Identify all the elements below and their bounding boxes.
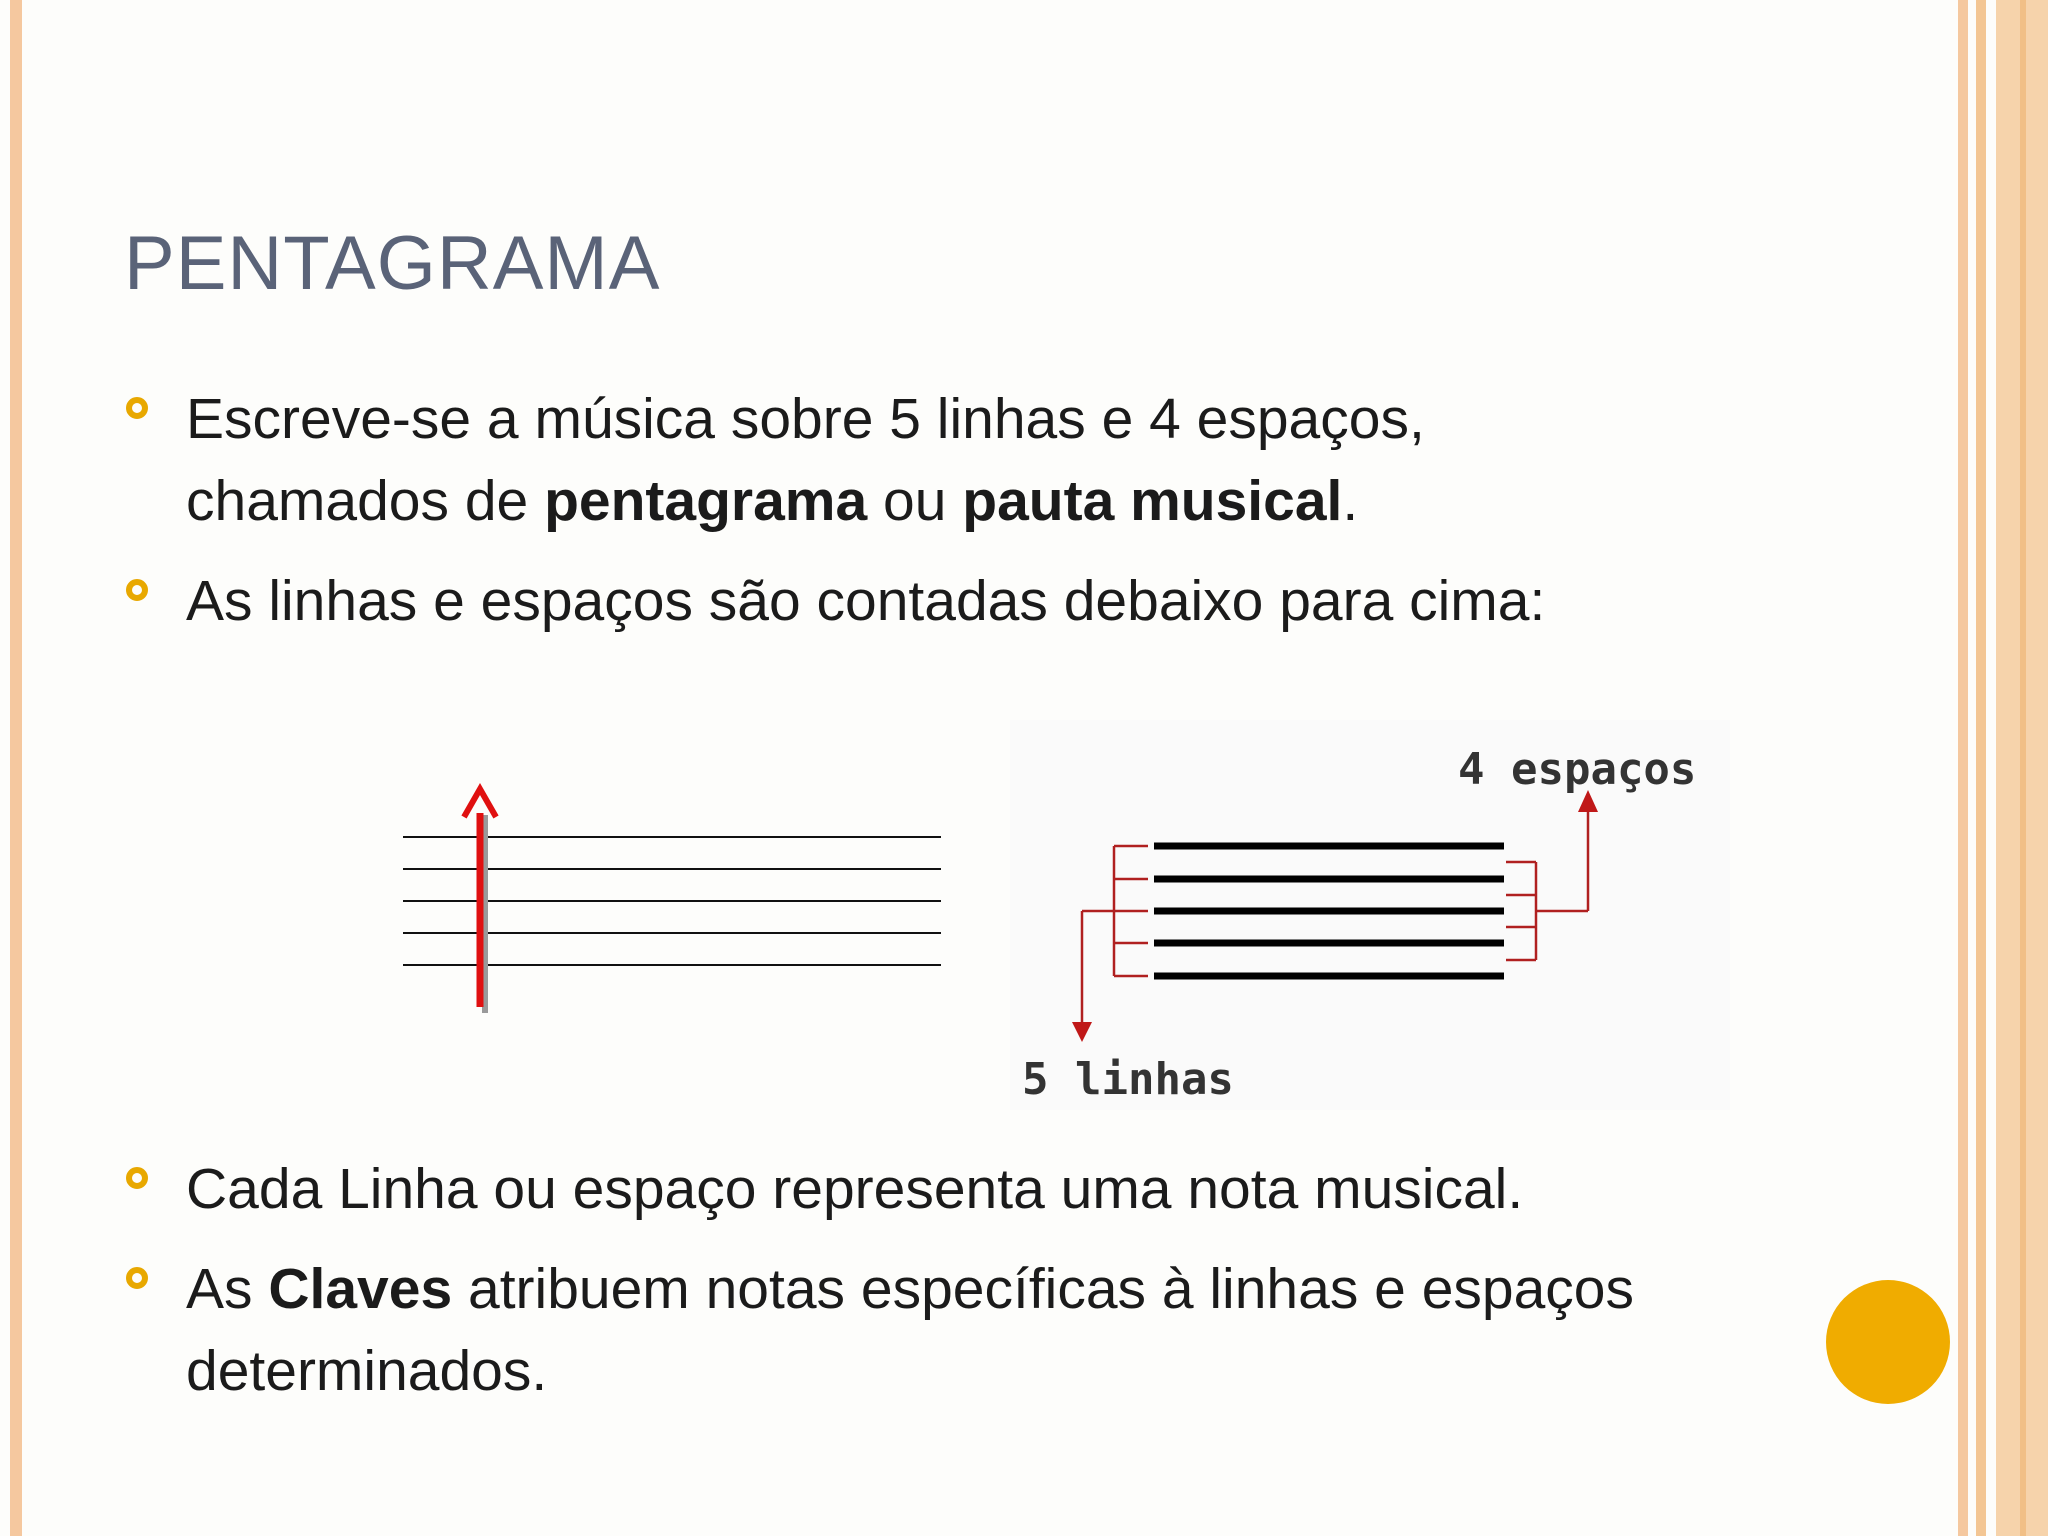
bullet-text: As linhas e espaços são contadas debaixo para cima: [186,569,1546,633]
right-decorative-stripe [1958,0,1968,1536]
bullet-list-top [124,378,1764,660]
bullet-text: Cada Linha ou espaço representa uma nota musical. [186,1157,1524,1221]
right-decorative-stripe [2020,0,2026,1536]
bullet-ring-icon [126,579,148,601]
bullet-item [124,378,1764,542]
bullet-list-bottom [124,1148,1764,1430]
bullet-text-line: As Claves atribuem notas específicas à linhas e espaços [186,1257,1635,1321]
label-4-espacos: 4 espaços [1458,744,1697,795]
left-decorative-stripe [10,0,22,1536]
term-pentagrama: pentagrama [544,469,868,533]
bullet-item [124,1148,1764,1230]
bullet-ring-icon [126,1167,148,1189]
label-5-linhas: 5 linhas [1022,1054,1234,1105]
term-pauta-musical: pauta musical [962,469,1343,533]
staff-diagram-counting [400,775,945,1015]
bullet-ring-icon [126,1267,148,1289]
up-arrow-head-icon [464,789,496,817]
right-decorative-stripe [1976,0,1986,1536]
term-claves: Claves [268,1257,453,1321]
bullet-item [124,1248,1764,1412]
bullet-text-line: chamados de pentagrama ou pauta musical. [186,469,1359,533]
bullet-text-line: Escreve-se a música sobre 5 linhas e 4 espaços, [186,387,1425,451]
decorative-orb [1826,1280,1950,1404]
slide-title: PENTAGRAMA [124,221,661,306]
bullet-text-line: determinados. [186,1339,548,1403]
bullet-ring-icon [126,397,148,419]
bullet-item [124,560,1764,642]
